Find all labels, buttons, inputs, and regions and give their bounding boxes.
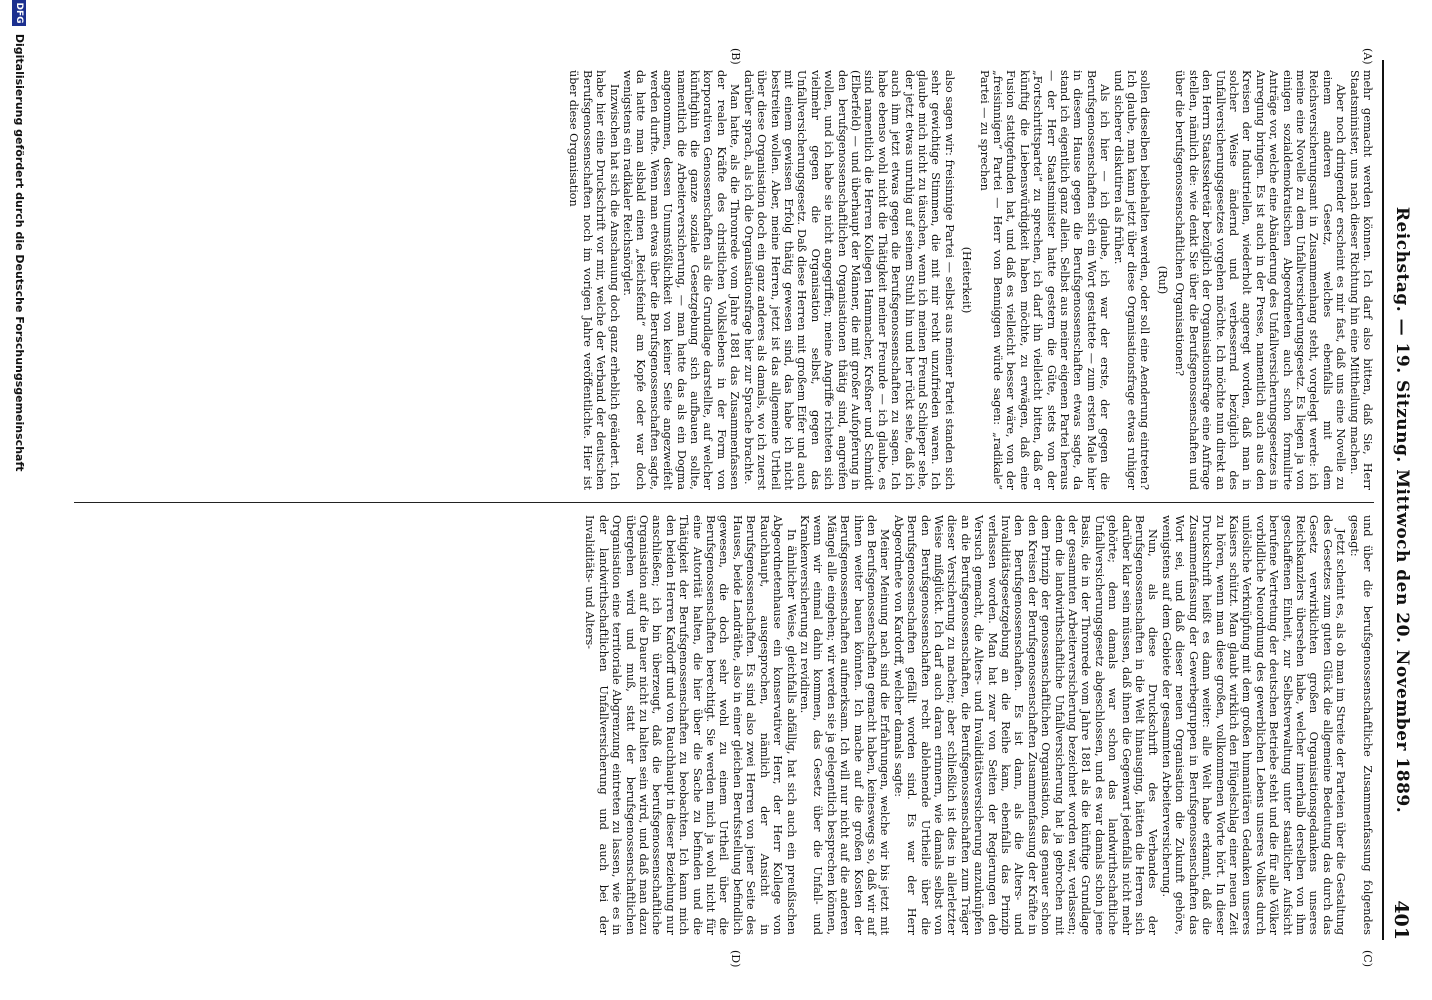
quotation: Jetzt scheint es, als ob man im Streite der Parteien über die Gestaltung des Gesetzes zum guten Glück die allgemeine Bedeutung das durch das Gesetz verwirklichten großen Organisationsgedankens unseres Reichskanzlers übersehen habe, welcher innerhalb derselben von ihm geschaffenen Einheit, zur Selbstverwaltung unter staatlicher Aufsicht berufene Vertretung der deutschen Betriebe steht und die für alle Völker vorbildliche Neuordnung des gewerblichen Lebens unseres Volkes durch unlösliche Verknüpfung mit dem großen humanitären Gedanken unseres Kaisers schützt. Man glaubt wirklich den Flügelschlag einer neuen Zeit zu hören, wenn man diese großen, vollkommenen Worte hört. In dieser Druckschrift heißt es dann weiter: alle Welt habe erkannt, daß die Zusammenfassung der Gewerbegruppen in Berufsgenossenschaften das Wort sei, und daß dieser neuen Organisation die Zukunft gehöre, wenigstens auf dem Gebiete der gesammten Arbeiterversicherung. [1159,515,1348,935]
paragraph: Man hatte, als die Thronrede vom Jahre 1881 das Zusammenfassen der realen Kräfte des christlichen Volkslebens in der Form von korporativen Genossenschaften als die Grundlage darstellte, auf welcher künftighin die ganze soziale Gesetzgebung sich aufbauen sollte, namentlich die Arbeiterversicherung, — man hatte das als ein Dogma angenommen, dessen Unumstößlichkeit von keiner Seite angezweifelt werden durfte. Wenn man etwas über die Berufsgenossenschaften sagte, da hatte man alsbald einen „Reichsfeind“ am Kopfe oder war doch wenigstens ein radikaler Reichsnörgler. [621,70,742,490]
interjection: (Ruf) [1155,265,1169,295]
paragraph: Inzwischen hat sich die Anschauung doch ganz erheblich geändert. Ich habe hier eine Druckschrift vor mir, welche der Verband der deutschen Berufsgenossenschaften noch im vorigen Jahre veröffentlichte. Hier ist über diese Organisation [567,70,621,490]
page-number: 401 [1390,900,1412,940]
quotation: Meiner Meinung nach sind die Erfahrungen, welche wir bis jetzt mit den Berufsgenossenschaften gemacht haben, keineswegs so, daß wir auf ihnen weiter bauen könnten. Ich mache auf die großen Kosten der Berufsgenossenschaften aufmerksam. Ich will nur nicht auf die anderen Mängel alle eingehen; wir werden sie ja gelegentlich besprechen können, wenn wir einmal dahin kommen, das Gesetz über die Unfall- und Krankenversicherung zu revidiren. [797,515,892,935]
paragraph: sollen dieselben beibehalten werden, oder soll eine Aenderung eintreten? Ich glaube, man kann jetzt über diese Organisationsfrage etwas ruhiger und sicherer diskutiren als früher. [1111,70,1152,490]
margin-marker-d: (D) [729,950,742,968]
paragraph: In ähnlicher Weise, gleichfalls abfällig, hat sich auch ein preußischen Abgeordnetenhause ein konservativer Herr, der Herr Kollege von Rauchhaupt, ausgesprochen, nämlich der Ansicht in Berufsgenossenschaften. Es sind also zwei Herren von jener Seite des Hauses, beide Landräthe, also in einer gleichen Berufsstellung befindlich gewesen, die doch sehr wohl zu einem Urtheil über die Berufsgenossenschaften berechtigt. Sie werden mich ja wohl nicht für eine Autorität halten, die hier über die Sache zu befinden und die Thätigkeit der Berufsgenossenschaften zu beobachten. Ich kann mich den beiden Herren Kardorff und von Rauchhaupt in dieser Beziehung nur anschließen; ich bin überzeugt, daß die berufsgenossenschaftliche Organisation auf die Dauer nicht zu halten sein wird, und daß man dazu übergehen wird und muß, statt der berufsgenossenschaftlichen Organisation eine territoriale Abgrenzung eintreten zu lassen, wie es in der landwirthschaftlichen Unfallversicherung und auch bei der Invaliditäts- und Alters- [583,515,798,935]
paragraph: Nun, als diese Druckschrift des Verbandes der Berufsgenossenschaften in die Welt hinausging, hätten die Herren sich darüber klar sein müssen, daß ihnen die Gegenwart jedenfalls nicht mehr gehörte; denn damals war schon das landwirthschaftliche Unfallversicherungsgesetz abgeschlossen, und es war damals schon jene Basis, die in der Thronrede vom Jahre 1881 als die künftige Grundlage der gesammten Arbeiterversicherung bezeichnet worden war, verlassen; denn die landwirthschaftliche Unfallversicherung hat ja gebrochen mit dem Prinzip der genossenschaftlichen Organisation, das genauer schon den Kreisen der Berufsgenossenschaften Zusammenfassung der Kräfte in den Berufsgenossenschaften. Es ist dann, als die Alters- und Invaliditätsgesetzgebung an die Reihe kam, ebenfalls das Prinzip verlassen worden. Man hat zwar von Seiten der Regierungen den Versuch gemacht, die Alters- und Invaliditätsversicherung anzuknüpfen an die Berufsgenossenschaften, die Berufsgenossenschaften zum Träger dieser Versicherung zu machen; aber schließlich ist dies in allerletzter Weise mißglückt. Ich darf auch daran erinnern, wie damals selbst von den Berufsgenossenschaften recht ablehnende Urtheile über die Berufsgenossenschaften gefällt worden sind. Es war der Herr Abgeordnete von Kardorff, welcher damals sagte: [891,515,1160,935]
paragraph: und über die berufsgenossenschaftliche Zusammenfassung folgendes gesagt: [1347,515,1374,935]
left-text-column [567,70,1374,490]
paragraph: mehr gemacht werden können. Ich darf also bitten, daß Sie, Herr Staatsminister, uns nach dieser Richtung hin eine Mittheilung machen. [1347,70,1374,490]
footer-text: Digitalisierung gefördert durch die Deutsche Forschungsgemeinschaft [13,33,26,472]
right-text-column [583,515,1374,935]
paragraph: Als ich hier — ich glaube, ich war der erste, der gegen die Berufsgenossenschaften sich ein Wort gestattete — zum ersten Male hier in diesem Hause gegen die Berufsgenossenschaften etwas sagte, da stand ich eigentlich ganz allein. Selbst aus meiner eigenen Partei heraus — der Herr Staatsminister hatte gestern die Güte, stets von der „Fortschrittspartei“ zu sprechen, ich darf ihn vielleicht bitten, daß er künftig die Liebenswürdigkeit haben möchte, zu erwägen, daß eine Fusion stattgefunden hat, und daß es vielleicht besser wäre, von der „freisinnigen“ Partei — Herr von Benniggen würde sagen: „radikale“ Partei — zu sprechen [977,70,1112,490]
margin-marker-b: (B) [729,48,742,65]
digitization-footer [6,0,26,1000]
dfg-logo: DFG [12,0,26,26]
page-header [1382,60,1414,940]
interjection: (Heiterkeit) [960,246,974,314]
paragraph: also sagen wir: freisinnige Partei — selbst aus meiner Partei standen sich sehr gewichtige Stimmen, die mit mir recht unzufrieden waren. Ich glaube mich nicht zu täuschen, wenn ich meinen Freund Schlieper sehe, der jetzt etwas unruhig auf seinem Stuhl hin und her rückt sehe, daß ich auch ihm jetzt etwas gegen die Berufsgenossenschaften zu sagen. Ich habe ebenso wohl nicht die Thätigkeit meiner Freunde — ich glaube, es sind namentlich die Herren Kollegen Hammacher, Kreßner und Schmidt (Elberfeld) — und überhaupt der Männer, die mit großer Aufopferung in den berufsgenossenschaftlichen Organisationen thätig sind, angreifen wollen, und ich habe sie nicht angegriffen; meine Angriffe richteten sich vielmehr gegen die Organisation selbst, gegen das Unfallversicherungsgesetz. Daß diese Herren mit großem Eifer und auch mit einem gewissen Erfolg thätig gewesen sind, das habe ich nicht bestreiten wollen. Aber, meine Herren, jetzt ist das allgemeine Urtheil über diese Organisation doch ein ganz anderes als damals, wo ich zuerst darüber sprach, als ich die Organisationsfrage hier zur Sprache brachte. [741,70,956,490]
margin-marker-c: (C) [1361,950,1374,967]
paragraph: Aber noch dringender erscheint es mir fast, daß uns eine Novelle zu einem anderen Gesetz, welches ebenfalls mit dem Reichsversicherungsamt in Zusammenhang steht, vorgelegt werde: ich meine eine Novelle zu dem Unfallversicherungsgesetz. Es liegen ja von einigen sozialdemokratischen Abgeordneten auch schon formulirte Anträge vor, welche eine Abänderung des Unfallversicherungsgesetzes in Anregung bringen. Es ist auch in der Presse, namentlich auch aus den Kreisen der Industriellen, wiederholt angeregt worden, daß man in solcher Weise ändernd und verbessernd bezüglich des Unfallversicherungsgesetzes vorgehen möchte. Ich möchte nun direkt an den Herrn Staatssekretär bezüglich der Organisationsfrage eine Anfrage stellen, nämlich die: wie denkt Sie über die Berufsgenossenschaften und über die berufsgenossenschaftlichen Organisationen? [1173,70,1348,490]
margin-marker-a: (A) [1361,48,1374,65]
page-title: Reichstag. — 19. Sitzung. Mittwoch den 20. November 1889. [1392,206,1412,814]
column-divider [74,502,1374,503]
